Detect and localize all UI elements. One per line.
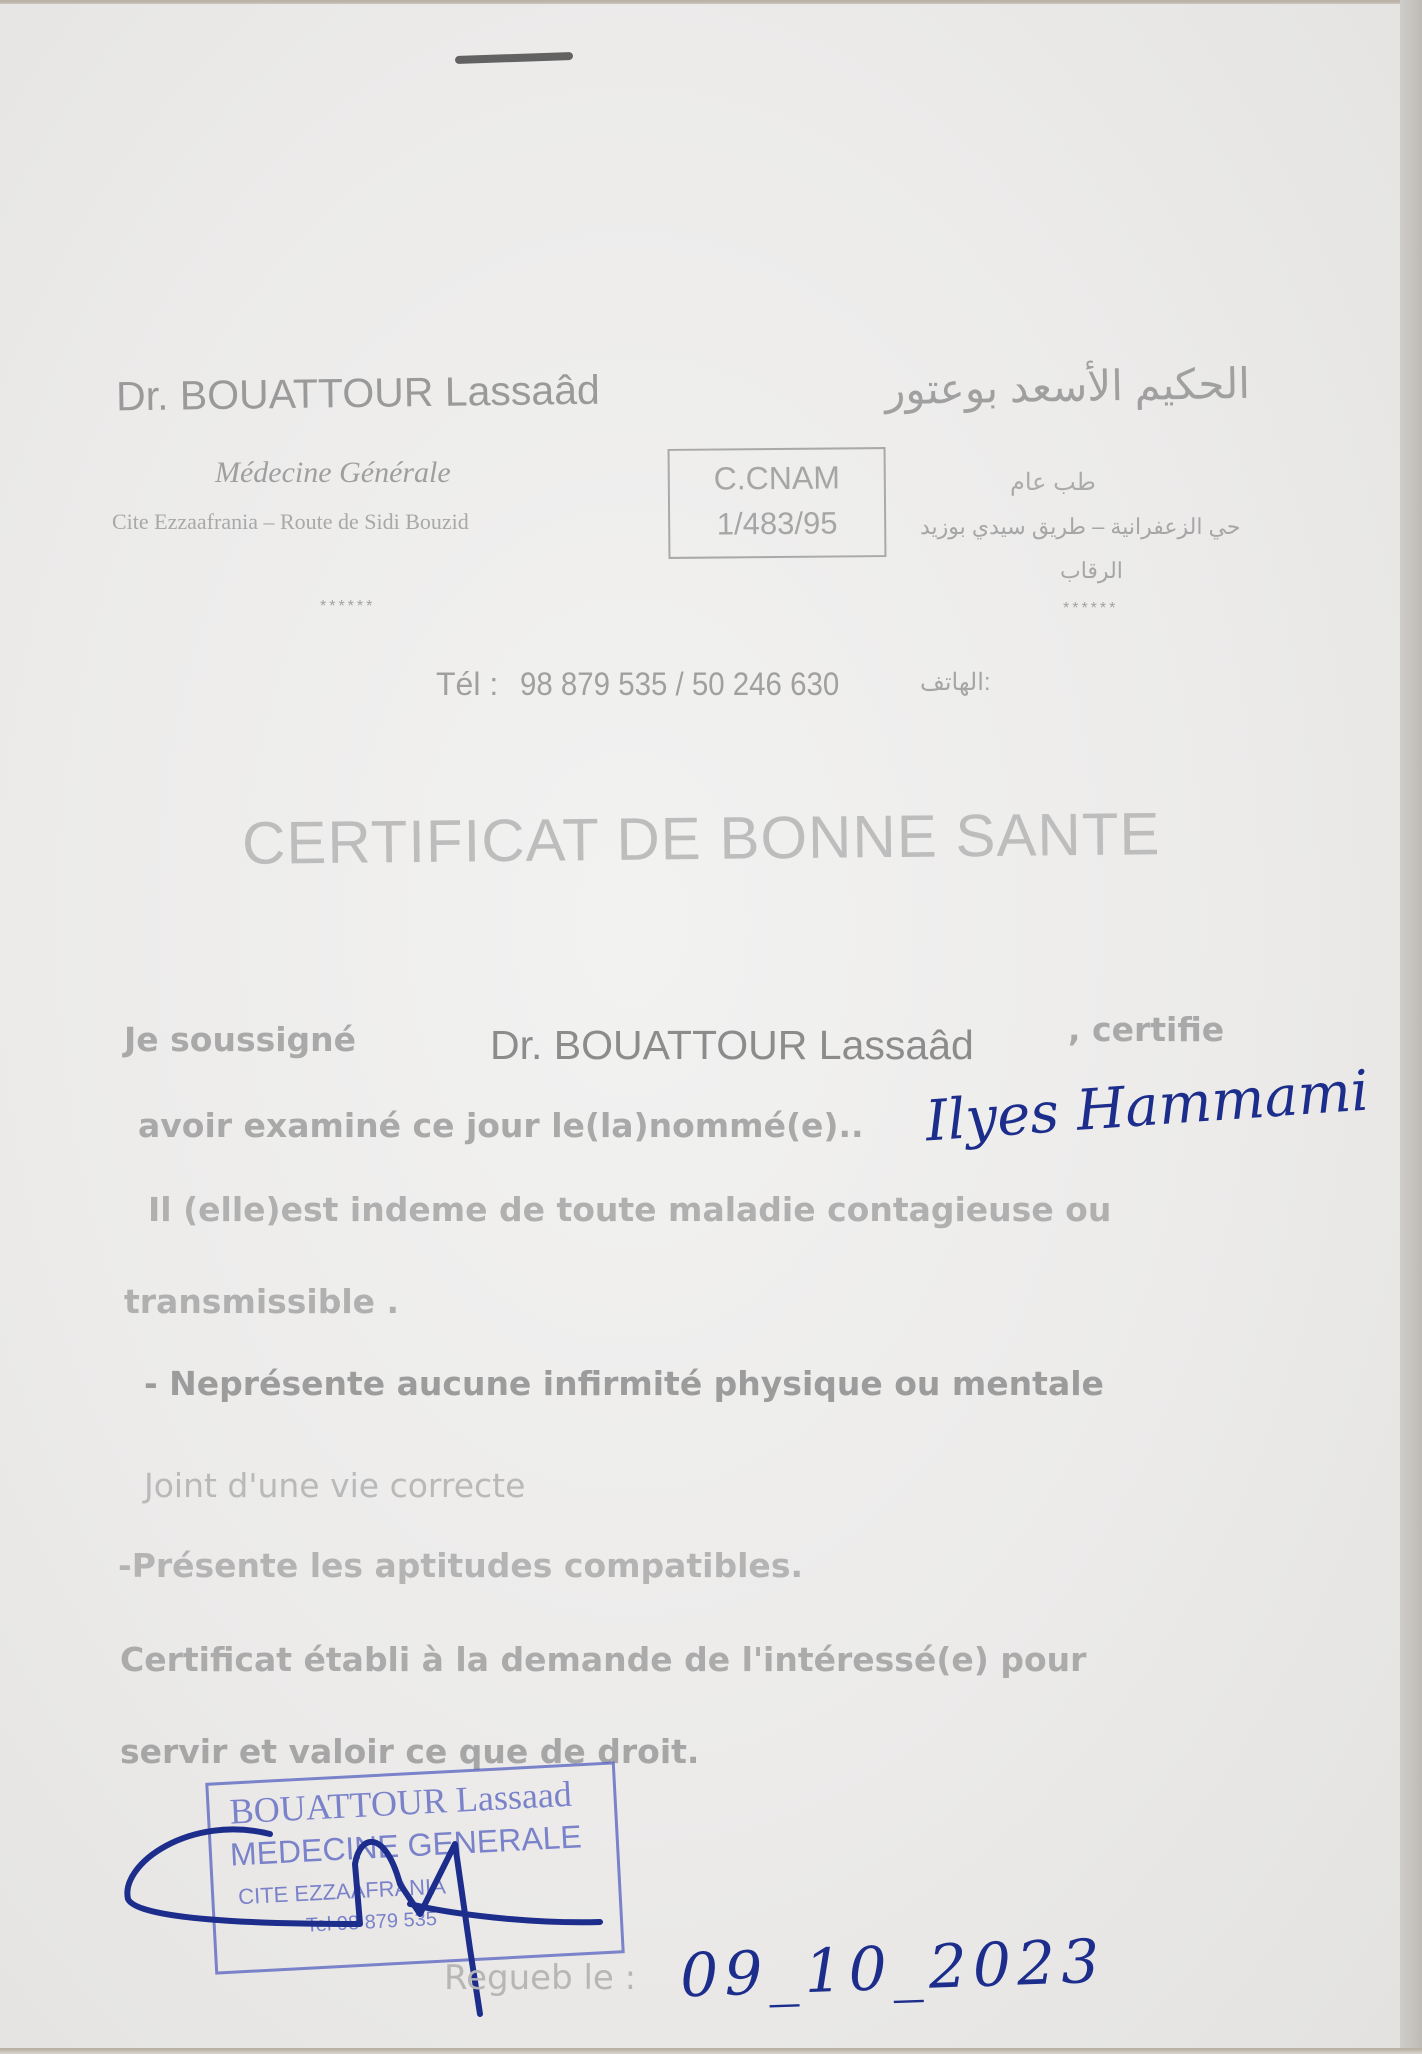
stamp-line-1: BOUATTOUR Lassaad xyxy=(228,1773,573,1832)
body-line-8: Certificat établi à la demande de l'intéressé(e) pour xyxy=(120,1640,1087,1679)
handwritten-signature xyxy=(110,1774,630,2054)
body-line-3: Il (elle)est indeme de toute maladie contagieuse ou xyxy=(148,1190,1112,1229)
cnam-number: 1/483/95 xyxy=(716,505,838,542)
body-line-7: -Présente les aptitudes compatibles. xyxy=(118,1546,803,1585)
body-line-1-prefix: Je soussigné xyxy=(124,1020,357,1059)
cnam-label: C.CNAM xyxy=(713,459,841,497)
place-label: Regueb le : xyxy=(444,1958,637,1998)
address-text: Cite Ezzaafrania – Route de Sidi Bouzid xyxy=(112,509,469,534)
document-title: CERTIFICAT DE BONNE SANTE xyxy=(241,800,1161,877)
ink-mark xyxy=(455,52,573,64)
cnam-box xyxy=(668,447,887,559)
body-line-4: transmissible . xyxy=(124,1282,400,1321)
handwritten-patient-name: Ilyes Hammami xyxy=(923,1058,1371,1155)
doctor-name-header: Dr. BOUATTOUR Lassaâd xyxy=(115,366,601,420)
phone-label: Tél : xyxy=(436,666,499,702)
stamp-line-2: MEDECINE GENERALE xyxy=(229,1818,583,1873)
address-arabic-1: حي الزعفرانية – طريق سيدي بوزيد xyxy=(920,514,1241,539)
body-line-1-suffix: , certifie xyxy=(1068,1010,1225,1049)
body-line-9: servir et valoir ce que de droit. xyxy=(120,1732,700,1771)
address-arabic-2: الرقاب xyxy=(1060,558,1123,583)
body-line-1-doctor: Dr. BOUATTOUR Lassaâd xyxy=(490,1022,974,1068)
certificate-paper xyxy=(0,4,1400,2048)
paper-edge-shadow xyxy=(1400,0,1422,2048)
phone-label-arabic: :الهاتف xyxy=(920,669,991,696)
body-line-6: Joint d'une vie correcte xyxy=(144,1466,526,1505)
stars-left: ****** xyxy=(320,598,376,615)
stamp-line-3: CITE EZZAAFRANIA xyxy=(237,1873,447,1910)
body-line-5: - Neprésente aucune infirmité physique ou mentale xyxy=(144,1364,1104,1403)
stamp-line-4: Tel 98 879 535 xyxy=(305,1907,438,1937)
doctor-name-arabic: الحكيم الأسعد بوعتور xyxy=(884,359,1251,414)
phone-numbers: 98 879 535 / 50 246 630 xyxy=(520,666,840,702)
handwritten-date: 09_10_2023 xyxy=(678,1926,1107,2012)
specialty-arabic: طب عام xyxy=(1010,469,1096,496)
body-line-2-prefix: avoir examiné ce jour le(la)nommé(e).. xyxy=(138,1106,864,1145)
stars-right: ****** xyxy=(1063,600,1119,617)
specialty-text: Médecine Générale xyxy=(215,456,451,489)
